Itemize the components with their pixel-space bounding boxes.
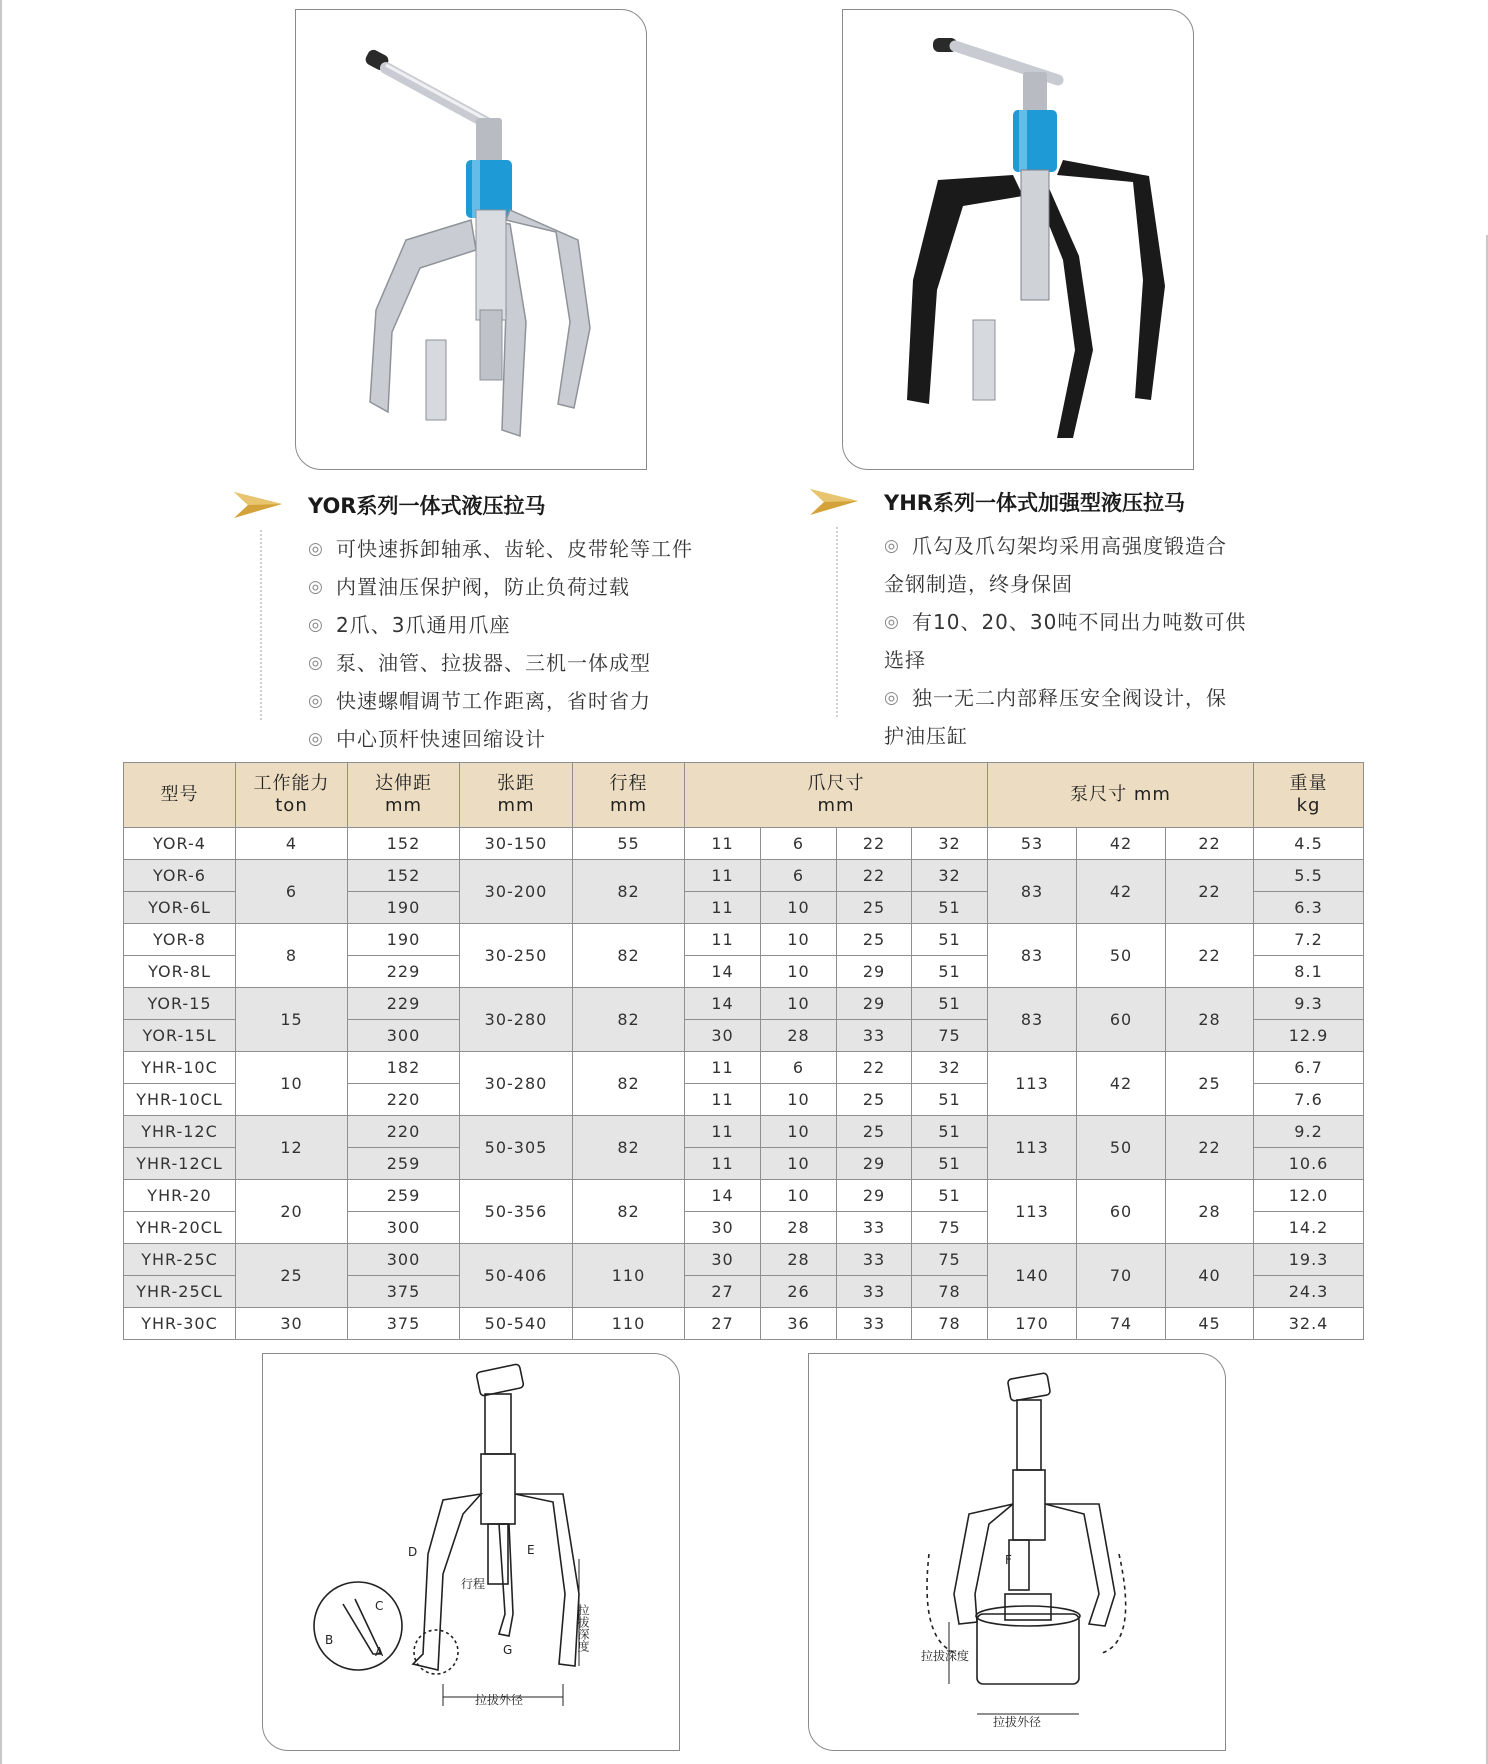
feature-item: ◎ 独一无二内部释压安全阀设计，保 — [884, 679, 1246, 717]
cell-spread: 50-406 — [460, 1244, 573, 1308]
cell-jaw-size: 25 — [837, 1084, 912, 1116]
cell-pump-size: 22 — [1166, 860, 1254, 924]
cell-jaw-size: 11 — [685, 1148, 761, 1180]
diagram-label-pull-od: 拉拔外径 — [475, 1693, 524, 1707]
cell-reach: 375 — [348, 1276, 460, 1308]
yor-dimension-diagram — [262, 1353, 680, 1751]
cell-jaw-size: 26 — [761, 1276, 837, 1308]
cell-jaw-size: 22 — [837, 828, 912, 860]
cell-pump-size: 42 — [1077, 860, 1166, 924]
cell-jaw-size: 51 — [912, 956, 988, 988]
header-weight: 重量 kg — [1254, 763, 1364, 828]
table-row — [124, 1244, 1364, 1276]
cell-capacity: 6 — [236, 860, 348, 924]
cell-weight: 14.2 — [1254, 1212, 1364, 1244]
cell-pump-size: 45 — [1166, 1308, 1254, 1340]
cell-pump-size: 83 — [988, 860, 1077, 924]
cell-pump-size: 113 — [988, 1116, 1077, 1180]
header-model: 型号 — [124, 763, 236, 828]
cell-pump-size: 22 — [1166, 828, 1254, 860]
feature-item: ◎ 可快速拆卸轴承、齿轮、皮带轮等工件 — [308, 530, 693, 568]
feature-item-continued: 护油压缸 — [884, 724, 968, 748]
cell-model: YHR-25CL — [124, 1276, 236, 1308]
bullet-mark-icon: ◎ — [308, 577, 324, 597]
spec-table — [123, 762, 1364, 1340]
cell-stroke: 82 — [573, 860, 685, 924]
yor-feature-block — [232, 490, 752, 751]
cell-reach: 300 — [348, 1244, 460, 1276]
bullet-mark-icon: ◎ — [308, 615, 324, 635]
cell-jaw-size: 51 — [912, 892, 988, 924]
cell-jaw-size: 10 — [761, 1180, 837, 1212]
cell-reach: 300 — [348, 1212, 460, 1244]
cell-pump-size: 113 — [988, 1052, 1077, 1116]
cell-jaw-size: 22 — [837, 1052, 912, 1084]
cell-pump-size: 170 — [988, 1308, 1077, 1340]
cell-weight: 24.3 — [1254, 1276, 1364, 1308]
cell-model: YHR-20CL — [124, 1212, 236, 1244]
cell-weight: 4.5 — [1254, 828, 1364, 860]
cell-jaw-size: 25 — [837, 924, 912, 956]
cell-model: YHR-10C — [124, 1052, 236, 1084]
cell-reach: 259 — [348, 1180, 460, 1212]
diagram-label-g: G — [503, 1643, 513, 1657]
cell-jaw-size: 6 — [761, 1052, 837, 1084]
cell-jaw-size: 51 — [912, 924, 988, 956]
cell-pump-size: 83 — [988, 924, 1077, 988]
cell-reach: 220 — [348, 1116, 460, 1148]
cell-jaw-size: 11 — [685, 1052, 761, 1084]
cell-model: YOR-6L — [124, 892, 236, 924]
cell-capacity: 30 — [236, 1308, 348, 1340]
table-row — [124, 1180, 1364, 1212]
table-row — [124, 828, 1364, 860]
cell-jaw-size: 11 — [685, 1084, 761, 1116]
cell-model: YOR-8L — [124, 956, 236, 988]
cell-pump-size: 42 — [1077, 828, 1166, 860]
table-row — [124, 860, 1364, 892]
cell-jaw-size: 27 — [685, 1276, 761, 1308]
cell-weight: 19.3 — [1254, 1244, 1364, 1276]
arrow-bullet-icon — [232, 490, 284, 520]
cell-jaw-size: 30 — [685, 1244, 761, 1276]
diagram-label-b: B — [325, 1633, 334, 1647]
cell-jaw-size: 75 — [912, 1244, 988, 1276]
bullet-mark-icon: ◎ — [308, 729, 324, 749]
cell-jaw-size: 28 — [761, 1244, 837, 1276]
cell-weight: 9.3 — [1254, 988, 1364, 1020]
cell-reach: 259 — [348, 1148, 460, 1180]
spec-table-body — [124, 828, 1364, 1340]
cell-jaw-size: 10 — [761, 1116, 837, 1148]
cell-jaw-size: 33 — [837, 1308, 912, 1340]
feature-item: ◎ 泵、油管、拉拔器、三机一体成型 — [308, 644, 693, 682]
feature-item-continued: 选择 — [884, 648, 926, 672]
cell-weight: 7.6 — [1254, 1084, 1364, 1116]
cell-pump-size: 50 — [1077, 924, 1166, 988]
cell-model: YHR-20 — [124, 1180, 236, 1212]
cell-jaw-size: 78 — [912, 1276, 988, 1308]
cell-jaw-size: 10 — [761, 988, 837, 1020]
cell-pump-size: 70 — [1077, 1244, 1166, 1308]
cell-model: YHR-30C — [124, 1308, 236, 1340]
cell-pump-size: 113 — [988, 1180, 1077, 1244]
cell-jaw-size: 29 — [837, 1180, 912, 1212]
cell-stroke: 82 — [573, 1180, 685, 1244]
bullet-mark-icon: ◎ — [308, 539, 324, 559]
table-row — [124, 924, 1364, 956]
cell-jaw-size: 25 — [837, 892, 912, 924]
cell-capacity: 20 — [236, 1180, 348, 1244]
yhr-series-title: YHR系列一体式加强型液压拉马 — [884, 491, 1185, 515]
diagram-label-stroke: 行程 — [461, 1577, 486, 1591]
cell-reach: 220 — [348, 1084, 460, 1116]
cell-jaw-size: 10 — [761, 1148, 837, 1180]
cell-spread: 30-280 — [460, 1052, 573, 1116]
cell-jaw-size: 14 — [685, 956, 761, 988]
yhr-feature-block — [808, 487, 1288, 748]
cell-capacity: 12 — [236, 1116, 348, 1180]
table-row — [124, 988, 1364, 1020]
cell-reach: 375 — [348, 1308, 460, 1340]
table-row — [124, 1052, 1364, 1084]
feature-item: ◎ 爪勾及爪勾架均采用高强度锻造合 — [884, 527, 1246, 565]
yor-product-photo — [295, 9, 647, 470]
bullet-mark-icon: ◎ — [884, 688, 900, 708]
cell-reach: 229 — [348, 988, 460, 1020]
cell-jaw-size: 6 — [761, 828, 837, 860]
cell-stroke: 82 — [573, 988, 685, 1052]
cell-jaw-size: 32 — [912, 828, 988, 860]
table-row — [124, 1308, 1364, 1340]
cell-weight: 5.5 — [1254, 860, 1364, 892]
header-capacity: 工作能力 ton — [236, 763, 348, 828]
cell-jaw-size: 11 — [685, 828, 761, 860]
cell-jaw-size: 29 — [837, 956, 912, 988]
page-left-rule — [0, 0, 2, 1764]
cell-weight: 10.6 — [1254, 1148, 1364, 1180]
header-jaw-size: 爪尺寸 mm — [685, 763, 988, 828]
diagram-label-pull-depth: 拉拔深度 — [576, 1604, 590, 1652]
diagram-label-d: D — [408, 1545, 418, 1559]
cell-capacity: 10 — [236, 1052, 348, 1116]
cell-model: YOR-6 — [124, 860, 236, 892]
cell-jaw-size: 10 — [761, 1084, 837, 1116]
cell-weight: 8.1 — [1254, 956, 1364, 988]
cell-weight: 7.2 — [1254, 924, 1364, 956]
dotted-divider — [836, 527, 838, 717]
cell-jaw-size: 32 — [912, 1052, 988, 1084]
cell-jaw-size: 22 — [837, 860, 912, 892]
cell-capacity: 15 — [236, 988, 348, 1052]
cell-spread: 30-200 — [460, 860, 573, 924]
cell-pump-size: 28 — [1166, 1180, 1254, 1244]
diagram-label-f: F — [1005, 1553, 1012, 1567]
cell-reach: 152 — [348, 860, 460, 892]
cell-spread: 30-150 — [460, 828, 573, 860]
bullet-mark-icon: ◎ — [884, 536, 900, 556]
cell-jaw-size: 78 — [912, 1308, 988, 1340]
cell-jaw-size: 75 — [912, 1212, 988, 1244]
cell-pump-size: 53 — [988, 828, 1077, 860]
bullet-mark-icon: ◎ — [884, 612, 900, 632]
cell-pump-size: 28 — [1166, 988, 1254, 1052]
cell-jaw-size: 11 — [685, 892, 761, 924]
feature-item: ◎ 有10、20、30吨不同出力吨数可供 — [884, 603, 1246, 641]
cell-jaw-size: 51 — [912, 1116, 988, 1148]
cell-pump-size: 42 — [1077, 1052, 1166, 1116]
cell-jaw-size: 30 — [685, 1212, 761, 1244]
cell-jaw-size: 51 — [912, 1180, 988, 1212]
cell-jaw-size: 14 — [685, 988, 761, 1020]
cell-jaw-size: 10 — [761, 892, 837, 924]
diagram-label-e: E — [527, 1543, 535, 1557]
cell-pump-size: 40 — [1166, 1244, 1254, 1308]
diagram-label-c: C — [375, 1599, 384, 1613]
cell-jaw-size: 14 — [685, 1180, 761, 1212]
cell-reach: 190 — [348, 924, 460, 956]
cell-jaw-size: 51 — [912, 988, 988, 1020]
cell-reach: 300 — [348, 1020, 460, 1052]
cell-model: YOR-15L — [124, 1020, 236, 1052]
cell-jaw-size: 11 — [685, 860, 761, 892]
cell-stroke: 110 — [573, 1244, 685, 1308]
cell-reach: 182 — [348, 1052, 460, 1084]
cell-reach: 229 — [348, 956, 460, 988]
yhr-dimension-diagram — [808, 1353, 1226, 1751]
yhr-product-photo — [842, 9, 1194, 470]
cell-pump-size: 60 — [1077, 1180, 1166, 1244]
cell-capacity: 8 — [236, 924, 348, 988]
cell-jaw-size: 33 — [837, 1244, 912, 1276]
cell-spread: 50-305 — [460, 1116, 573, 1180]
cell-model: YOR-4 — [124, 828, 236, 860]
cell-jaw-size: 29 — [837, 988, 912, 1020]
diagram-label-a: A — [375, 1645, 384, 1659]
diagram-label-pull-od: 拉拔外径 — [993, 1715, 1042, 1729]
cell-pump-size: 83 — [988, 988, 1077, 1052]
cell-jaw-size: 10 — [761, 924, 837, 956]
feature-item: ◎ 2爪、3爪通用爪座 — [308, 606, 693, 644]
cell-jaw-size: 11 — [685, 1116, 761, 1148]
cell-pump-size: 25 — [1166, 1052, 1254, 1116]
cell-jaw-size: 6 — [761, 860, 837, 892]
cell-model: YHR-12CL — [124, 1148, 236, 1180]
cell-jaw-size: 36 — [761, 1308, 837, 1340]
header-pump-size: 泵尺寸 mm — [988, 763, 1254, 828]
cell-jaw-size: 51 — [912, 1084, 988, 1116]
cell-jaw-size: 10 — [761, 956, 837, 988]
feature-item-continued: 金钢制造，终身保固 — [884, 572, 1073, 596]
cell-weight: 6.7 — [1254, 1052, 1364, 1084]
bullet-mark-icon: ◎ — [308, 691, 324, 711]
diagram-label-pull-depth: 拉拔深度 — [921, 1649, 970, 1663]
yor-series-title: YOR系列一体式液压拉马 — [308, 494, 546, 518]
cell-stroke: 110 — [573, 1308, 685, 1340]
dotted-divider — [260, 530, 262, 720]
cell-model: YOR-8 — [124, 924, 236, 956]
cell-jaw-size: 33 — [837, 1212, 912, 1244]
cell-reach: 152 — [348, 828, 460, 860]
cell-capacity: 25 — [236, 1244, 348, 1308]
cell-spread: 50-356 — [460, 1180, 573, 1244]
cell-jaw-size: 33 — [837, 1020, 912, 1052]
cell-spread: 50-540 — [460, 1308, 573, 1340]
cell-jaw-size: 27 — [685, 1308, 761, 1340]
feature-item: ◎ 快速螺帽调节工作距离，省时省力 — [308, 682, 693, 720]
header-reach: 达伸距 mm — [348, 763, 460, 828]
cell-reach: 190 — [348, 892, 460, 924]
cell-stroke: 55 — [573, 828, 685, 860]
cell-pump-size: 22 — [1166, 924, 1254, 988]
cell-pump-size: 22 — [1166, 1116, 1254, 1180]
cell-jaw-size: 11 — [685, 924, 761, 956]
yor-handle — [364, 48, 496, 128]
cell-weight: 9.2 — [1254, 1116, 1364, 1148]
cell-model: YHR-25C — [124, 1244, 236, 1276]
cell-capacity: 4 — [236, 828, 348, 860]
cell-jaw-size: 32 — [912, 860, 988, 892]
cell-pump-size: 140 — [988, 1244, 1077, 1308]
cell-pump-size: 50 — [1077, 1116, 1166, 1180]
cell-jaw-size: 75 — [912, 1020, 988, 1052]
cell-jaw-size: 28 — [761, 1020, 837, 1052]
feature-item: ◎ 中心顶杆快速回缩设计 — [308, 720, 693, 758]
cell-model: YHR-10CL — [124, 1084, 236, 1116]
header-stroke: 行程 mm — [573, 763, 685, 828]
table-header-row — [124, 763, 1364, 828]
arrow-bullet-icon — [808, 487, 860, 517]
cell-weight: 32.4 — [1254, 1308, 1364, 1340]
cell-spread: 30-250 — [460, 924, 573, 988]
cell-model: YHR-12C — [124, 1116, 236, 1148]
cell-pump-size: 74 — [1077, 1308, 1166, 1340]
cell-model: YOR-15 — [124, 988, 236, 1020]
cell-weight: 6.3 — [1254, 892, 1364, 924]
cell-stroke: 82 — [573, 1116, 685, 1180]
cell-spread: 30-280 — [460, 988, 573, 1052]
cell-weight: 12.9 — [1254, 1020, 1364, 1052]
header-spread: 张距 mm — [460, 763, 573, 828]
cell-weight: 12.0 — [1254, 1180, 1364, 1212]
cell-jaw-size: 25 — [837, 1116, 912, 1148]
cell-jaw-size: 28 — [761, 1212, 837, 1244]
table-row — [124, 1116, 1364, 1148]
cell-stroke: 82 — [573, 1052, 685, 1116]
bullet-mark-icon: ◎ — [308, 653, 324, 673]
cell-jaw-size: 51 — [912, 1148, 988, 1180]
cell-stroke: 82 — [573, 924, 685, 988]
cell-jaw-size: 29 — [837, 1148, 912, 1180]
cell-jaw-size: 33 — [837, 1276, 912, 1308]
cell-pump-size: 60 — [1077, 988, 1166, 1052]
cell-jaw-size: 30 — [685, 1020, 761, 1052]
feature-item: ◎ 内置油压保护阀，防止负荷过载 — [308, 568, 693, 606]
